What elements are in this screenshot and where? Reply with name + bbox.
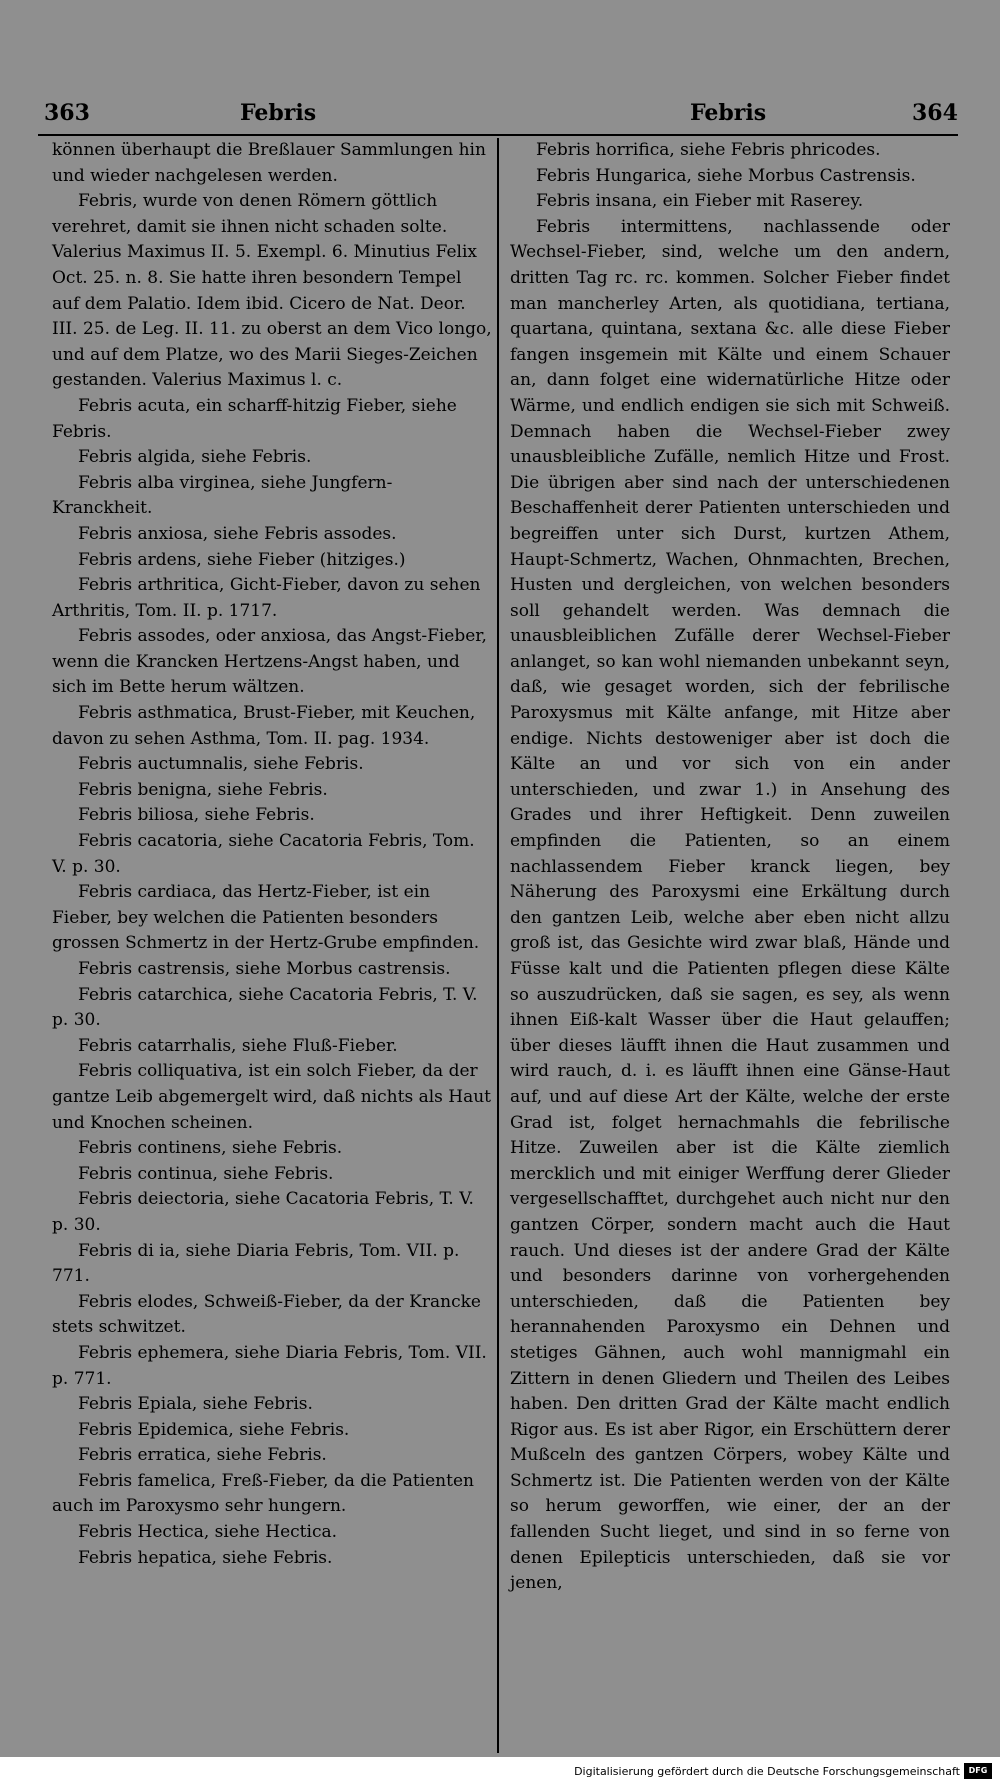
text-paragraph: Febris algida, siehe Febris.: [78, 447, 312, 468]
text-paragraph: Febris benigna, siehe Febris.: [78, 779, 328, 800]
right-column: [510, 138, 950, 1597]
running-head-left: Febris: [240, 100, 317, 126]
text-paragraph: Febris continua, siehe Febris.: [78, 1163, 334, 1184]
text-paragraph: Febris acuta, ein scharff-hitzig Fieber, siehe Febris.: [52, 395, 457, 442]
text-paragraph: Febris asthmatica, Brust-Fieber, mit Keuchen, davon zu sehen Asthma, Tom. II. pag. 1934.: [52, 703, 476, 749]
text-paragraph: Febris di ia, siehe Diaria Febris, Tom. VII. p. 771.: [52, 1240, 460, 1287]
text-paragraph: Febris cacatoria, siehe Cacatoria Febris, Tom. V. p. 30.: [52, 831, 475, 877]
text-paragraph: Febris catarrhalis, siehe Fluß-Fieber.: [78, 1035, 398, 1056]
text-paragraph: Febris auctumnalis, siehe Febris.: [78, 754, 364, 775]
text-paragraph: Febris, wurde von denen Römern göttlich verehret, damit sie ihnen nicht schaden solte. Valerius Maximus II. 5. Exempl. 6. Minutius Felix Oct. 25. n. 8. Sie hatte ihren besondern Tempel auf dem Palatio. Idem ibid. Cicero de Nat. Deor. III. 25. de Leg. II. 11. zu oberst an dem Vico longo, und auf dem Platze, wo des Marii Sieges-Zeichen gestanden. Valerius Maximus l. c.: [52, 191, 492, 391]
text-paragraph: Febris continens, siehe Febris.: [78, 1138, 343, 1159]
text-paragraph: Febris Hungarica, siehe Morbus Castrensis.: [536, 165, 916, 186]
text-paragraph: Febris assodes, oder anxiosa, das Angst-Fieber, wenn die Krancken Hertzens-Angst haben, und sich im Bette herum wältzen.: [52, 626, 487, 698]
text-paragraph: Febris alba virginea, siehe Jungfern-Kranckheit.: [52, 472, 393, 519]
text-paragraph: Febris hepatica, siehe Febris.: [78, 1547, 333, 1568]
text-paragraph: Febris anxiosa, siehe Febris assodes.: [78, 523, 397, 544]
column-divider: [497, 138, 499, 1753]
text-paragraph: Febris catarchica, siehe Cacatoria Febris, T. V. p. 30.: [52, 984, 478, 1031]
footer-bar: [0, 1757, 1000, 1787]
text-paragraph: Febris cardiaca, das Hertz-Fieber, ist ein Fieber, bey welchen die Patienten besonders grossen Schmertz in der Hertz-Grube empfinden.: [52, 882, 480, 954]
text-paragraph: Febris Epidemica, siehe Febris.: [78, 1419, 350, 1440]
running-head-right: Febris: [690, 100, 767, 126]
text-paragraph: Febris colliquativa, ist ein solch Fieber, da der gantze Leib abgemergelt wird, daß nichts als Haut und Knochen scheinen.: [52, 1061, 492, 1133]
text-paragraph: Febris horrifica, siehe Febris phricodes.: [536, 140, 881, 160]
text-paragraph: Febris elodes, Schweiß-Fieber, da der Krancke stets schwitzet.: [52, 1291, 481, 1338]
page-number-left: 363: [44, 100, 90, 126]
text-paragraph: Febris biliosa, siehe Febris.: [78, 805, 315, 826]
text-paragraph: Febris famelica, Freß-Fieber, da die Patienten auch im Paroxysmo sehr hungern.: [52, 1470, 474, 1517]
page-number-right: 364: [912, 100, 958, 126]
text-paragraph: Febris intermittens, nachlassende oder Wechsel-Fieber, sind, welche um den andern, dritten Tag rc. rc. kommen. Solcher Fieber findet man mancherley Arten, als quotidiana, tertiana, quartana, quintana, sextana &c. alle diese Fieber fangen insgemein mit Kälte und einem Schauer an, dann folget eine widernatürliche Hitze oder Wärme, und endlich endigen sie sich mit Schweiß. Demnach haben die Wechsel-Fieber zwey unausbleibliche Zufälle, nemlich Hitze und Frost. Die übrigen aber sind nach der unterschiedenen Beschaffenheit derer Patienten unterschieden und begreiffen unter sich Durst, kurtzen Athem, Haupt-Schmertz, Wachen, Ohnmachten, Brechen, Husten und dergleichen, von welchen besonders soll gehandelt werden. Was demnach die unausbleiblichen Zufälle derer Wechsel-Fieber anlanget, so kan wohl niemanden unbekannt seyn, daß, wie gesaget worden, sich der febrilische Paroxysmus mit Kälte anfange, mit Hitze aber endige. Nichts destoweniger aber ist doch die Kälte an und vor sich von ein ander unterschieden, und zwar 1.) in Ansehung des Grades und ihrer Heftigkeit. Denn zuweilen empfinden die Patienten, so an einem nachlassendem Fieber kranck liegen, bey Näherung des Paroxysmi eine Erkältung durch den gantzen Leib, welche aber eben nicht allzu groß ist, das Gesichte wird zwar blaß, Hände und Füsse kalt und die Patienten pflegen diese Kälte so auszudrücken, daß sie sagen, es sey, als wenn ihnen Eiß-kalt Wasser über die Haut gelauffen; über dieses läufft ihnen die Haut zusammen und wird rauch, d. i. es läufft ihnen eine Gänse-Haut auf, und auf diese Art der Kälte, welche der erste Grad ist, folget hernachmahls die febrilische Hitze. Zuweilen aber ist die Kälte ziemlich mercklich und mit einiger Werffung derer Glieder vergesellschafftet, durchgehet auch nicht nur den gantzen Cörper, sondern macht auch die Haut rauch. Und dieses ist der andere Grad der Kälte und besonders darinne von vorhergehenden unterschieden, daß die Patienten bey herannahenden Paroxysmo ein Dehnen und stetiges Gähnen, auch wohl mannigmahl ein Zittern in denen Gliedern und Theilen des Leibes haben. Den dritten Grad der Kälte macht endlich Rigor aus. Es ist aber Rigor, ein Erschüttern derer Mußceln des gantzen Cörpers, wobey Kälte und Schmertz ist. Die Patienten werden von der Kälte so herum geworffen, wie einer, der an der fallenden Sucht lieget, und sind in so ferne von denen Epilepticis unterschieden, daß sie vor jenen,: [510, 216, 950, 1594]
header-rule: [38, 134, 958, 136]
funding-credit: Digitalisierung gefördert durch die Deutsche Forschungsgemeinschaft: [574, 1765, 960, 1778]
text-paragraph: Febris insana, ein Fieber mit Raserey.: [536, 191, 864, 212]
text-paragraph: Febris Hectica, siehe Hectica.: [78, 1522, 338, 1543]
text-paragraph: Febris castrensis, siehe Morbus castrensis.: [78, 959, 451, 979]
dfg-logo-icon: DFG: [964, 1763, 992, 1779]
text-paragraph: Febris ardens, siehe Fieber (hitziges.): [78, 549, 406, 570]
text-paragraph: Febris arthritica, Gicht-Fieber, davon zu sehen Arthritis, Tom. II. p. 1717.: [52, 575, 481, 621]
text-paragraph: Febris ephemera, siehe Diaria Febris, Tom. VII. p. 771.: [52, 1342, 487, 1389]
text-paragraph: können überhaupt die Breßlauer Sammlungen hin und wieder nachgelesen werden.: [52, 140, 486, 186]
left-column: [52, 138, 492, 1571]
text-paragraph: Febris Epiala, siehe Febris.: [78, 1394, 313, 1415]
text-paragraph: Febris erratica, siehe Febris.: [78, 1445, 327, 1466]
text-paragraph: Febris deiectoria, siehe Cacatoria Febris, T. V. p. 30.: [52, 1189, 474, 1235]
